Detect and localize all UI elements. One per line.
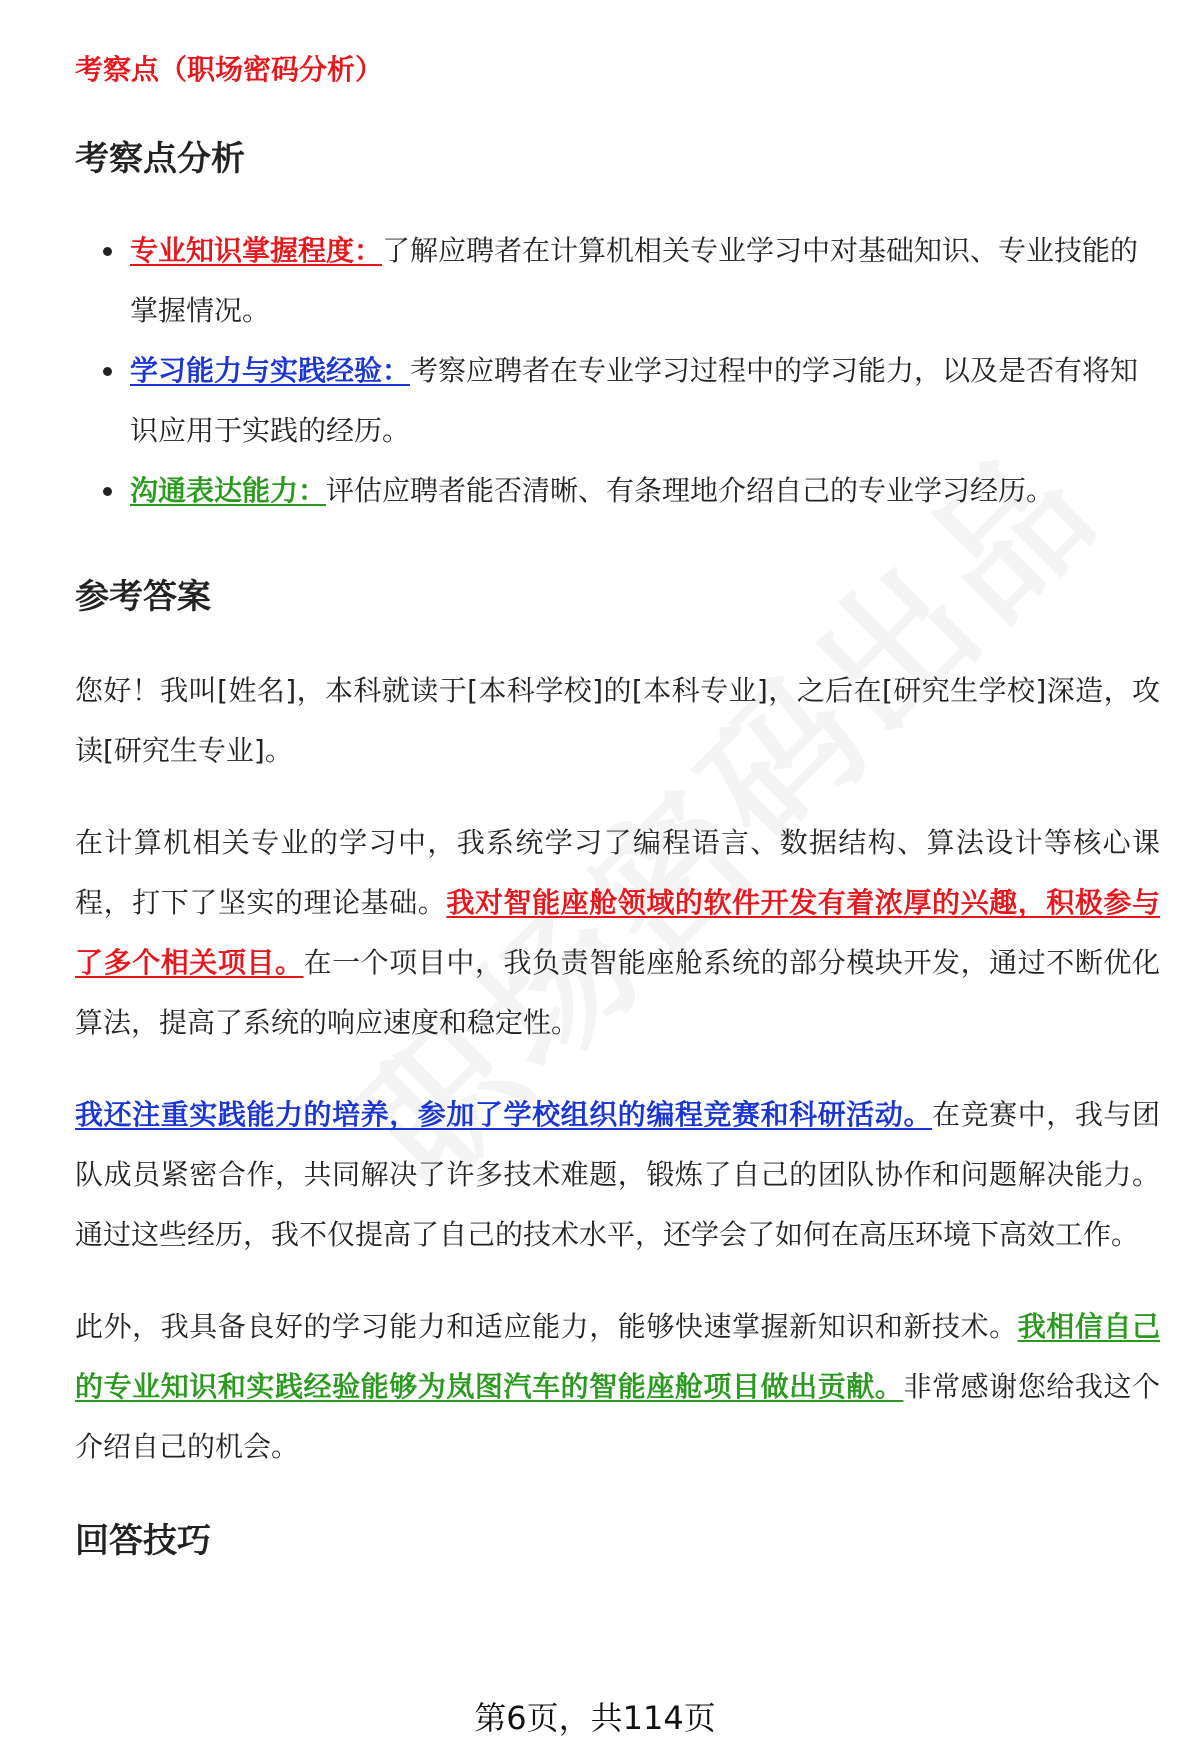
highlight-text: 我还注重实践能力的培养，参加了学校组织的编程竞赛和科研活动。: [75, 1098, 933, 1131]
list-item: [75, 461, 1160, 521]
paragraph-text: 在计算机相关专业的学习中，我系统学习了编程语言、数据结构、算法设计等核心课程，打下了坚实的理论基础。: [75, 826, 1160, 919]
highlight-text: 我相信自己的专业知识和实践经验能够为岚图汽车的智能座舱项目做出贡献。: [75, 1310, 1160, 1403]
answer-heading: 参考答案: [75, 577, 211, 617]
point-text: 了解应聘者在计算机相关专业学习中对基础知识、专业技能的掌握情况。: [130, 234, 1139, 327]
page-content: [75, 50, 1160, 1565]
highlight-text: 我对智能座舱领域的软件开发有着浓厚的兴趣，积极参与了多个相关项目。: [75, 886, 1160, 979]
answer-paragraph-study: [75, 813, 1160, 1053]
analysis-heading: 考察点分析: [75, 139, 245, 179]
answer-paragraph-intro: [75, 661, 1160, 781]
point-text: 考察应聘者在专业学习过程中的学习能力，以及是否有将知识应用于实践的经历。: [130, 354, 1139, 447]
answer-paragraph-closing: [75, 1297, 1160, 1477]
analysis-points-list: [75, 221, 1160, 521]
point-keyword: 学习能力与实践经验：: [130, 354, 411, 387]
paragraph-text: 在一个项目中，我负责智能座舱系统的部分模块开发，通过不断优化算法，提高了系统的响应速度和稳定性。: [75, 946, 1160, 1039]
point-text: 评估应聘者能否清晰、有条理地介绍自己的专业学习经历。: [326, 474, 1055, 507]
paragraph-text: 非常感谢您给我这个介绍自己的机会。: [75, 1370, 1160, 1463]
point-keyword: 专业知识掌握程度：: [130, 234, 383, 267]
list-item: [75, 341, 1160, 461]
paragraph-text: 在竞赛中，我与团队成员紧密合作，共同解决了许多技术难题，锻炼了自己的团队协作和问题解决能力。通过这些经历，我不仅提高了自己的技术水平，还学会了如何在高压环境下高效工作。: [75, 1098, 1160, 1251]
section-label: 考察点（职场密码分析）: [75, 53, 384, 86]
tips-heading: 回答技巧: [75, 1521, 211, 1561]
answer-paragraph-practice: [75, 1085, 1160, 1265]
list-item: [75, 221, 1160, 341]
bullet-icon: [103, 367, 112, 376]
paragraph-text: 此外，我具备良好的学习能力和适应能力，能够快速掌握新知识和新技术。: [75, 1310, 1018, 1343]
page-number: 第6页，共114页: [474, 1699, 716, 1737]
bullet-icon: [103, 247, 112, 256]
point-keyword: 沟通表达能力：: [130, 474, 327, 507]
paragraph-text: 您好！我叫[姓名]，本科就读于[本科学校]的[本科专业]，之后在[研究生学校]深造，攻读[研究生专业]。: [75, 674, 1160, 767]
bullet-icon: [103, 487, 112, 496]
